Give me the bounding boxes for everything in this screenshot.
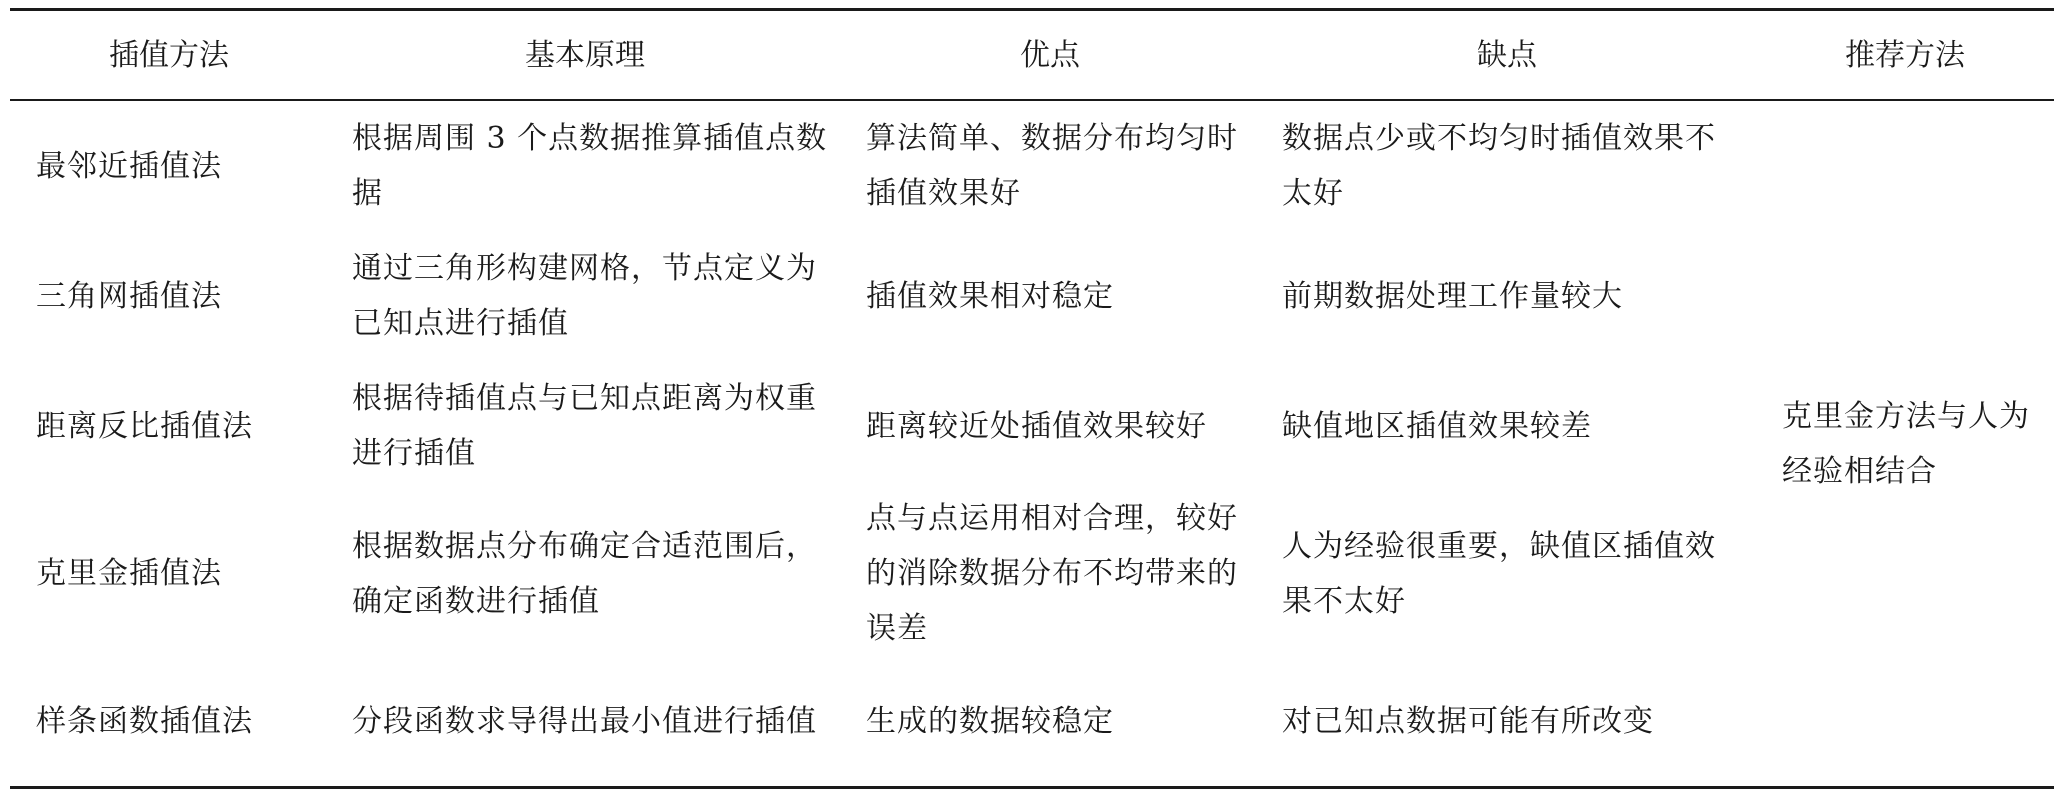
- principle-cell: 根据待插值点与已知点距离为权重进行插值: [352, 381, 817, 471]
- table-row: [10, 361, 2054, 491]
- table-row: [10, 231, 2054, 361]
- header-recommendation: 推荐方法: [1845, 37, 1965, 73]
- table-header: [10, 10, 2054, 101]
- principle-cell: 通过三角形构建网格，节点定义为已知点进行插值: [352, 251, 817, 341]
- advantages-cell: 距离较近处插值效果较好: [866, 408, 1207, 444]
- disadvantages-cell: 对已知点数据可能有所改变: [1282, 703, 1654, 739]
- principle-cell: 根据数据点分布确定合适范围后，确定函数进行插值: [352, 528, 817, 619]
- method-cell: 最邻近插值法: [36, 148, 222, 184]
- disadvantages-cell: 数据点少或不均匀时插值效果不太好: [1282, 121, 1716, 211]
- method-cell: 距离反比插值法: [36, 408, 253, 444]
- recommendation-cell: 克里金方法与人为经验相结合: [1782, 398, 2030, 489]
- method-cell: 克里金插值法: [36, 556, 222, 591]
- principle-cell: 分段函数求导得出最小值进行插值: [352, 703, 817, 739]
- header-row: [10, 10, 2054, 101]
- table-row: [10, 491, 2054, 656]
- table-row: [10, 100, 2054, 231]
- header-principle: 基本原理: [525, 37, 645, 73]
- table-row: [10, 656, 2054, 788]
- advantages-cell: 插值效果相对稳定: [866, 278, 1114, 314]
- disadvantages-cell: 缺值地区插值效果较差: [1282, 408, 1592, 444]
- advantages-cell: 算法简单、数据分布均匀时插值效果好: [866, 121, 1238, 211]
- header-advantages: 优点: [1020, 37, 1080, 73]
- advantages-cell: 生成的数据较稳定: [866, 703, 1114, 739]
- advantages-cell: 点与点运用相对合理，较好的消除数据分布不均带来的误差: [866, 501, 1238, 646]
- method-cell: 三角网插值法: [36, 278, 222, 314]
- method-cell: 样条函数插值法: [36, 703, 253, 739]
- table-body: [10, 100, 2054, 788]
- disadvantages-cell: 前期数据处理工作量较大: [1282, 278, 1623, 314]
- interpolation-methods-table: [10, 8, 2054, 789]
- principle-cell: 根据周围 3 个点数据推算插值点数据: [352, 121, 828, 211]
- header-method: 插值方法: [109, 37, 229, 73]
- disadvantages-cell: 人为经验很重要，缺值区插值效果不太好: [1282, 528, 1716, 619]
- header-disadvantages: 缺点: [1477, 37, 1537, 73]
